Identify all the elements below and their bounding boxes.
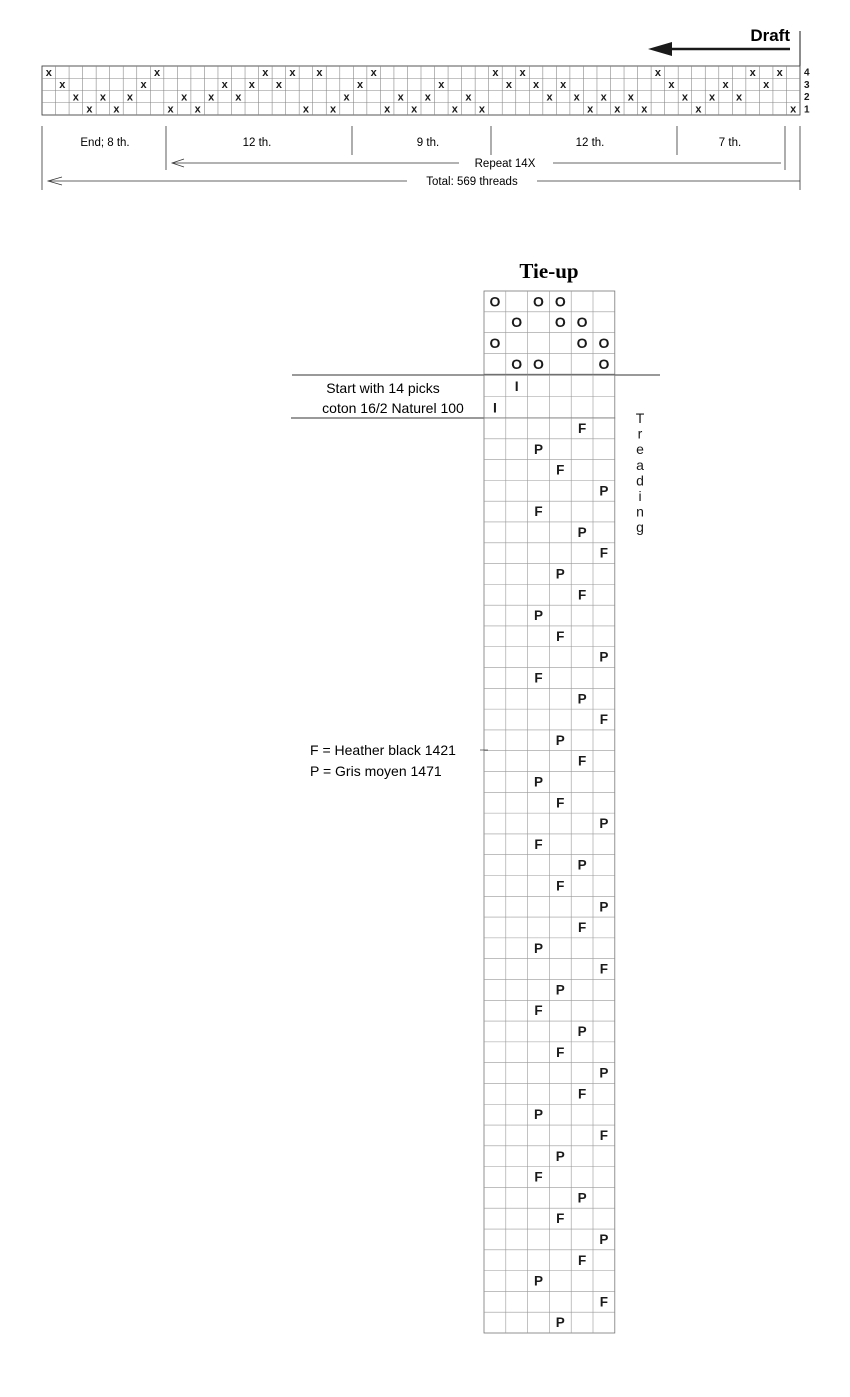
threading-mark: x xyxy=(668,79,675,92)
threading-mark: x xyxy=(614,103,621,116)
threading-mark: x xyxy=(587,103,594,116)
shaft-label: 4 xyxy=(804,67,810,79)
shaft-label: 1 xyxy=(804,104,810,116)
section-label: 7 th. xyxy=(718,137,742,149)
treading-mark: F xyxy=(556,878,565,894)
threading-mark: x xyxy=(181,91,188,104)
threading-mark: x xyxy=(438,79,445,92)
treading-mark: P xyxy=(599,483,609,499)
threading-mark: x xyxy=(641,103,648,116)
treading-mark: F xyxy=(599,1128,609,1144)
treading-mark: F xyxy=(577,587,587,603)
threading-mark: x xyxy=(248,79,255,92)
threading-mark: x xyxy=(262,66,269,79)
treading-letter: a xyxy=(636,456,644,473)
treading-letter: e xyxy=(636,441,644,458)
threading-mark: x xyxy=(59,79,66,92)
draft-header xyxy=(648,26,800,66)
shaft-label: 2 xyxy=(804,92,810,104)
threading-mark: x xyxy=(167,103,174,116)
start-pick-mark: I xyxy=(492,399,497,416)
treading-mark: F xyxy=(556,1044,565,1060)
threading-mark: x xyxy=(140,79,147,92)
start-pick-mark: I xyxy=(514,377,519,394)
threading-mark: x xyxy=(478,103,485,116)
treading-letter: T xyxy=(635,410,645,426)
treading-mark: F xyxy=(556,1211,565,1227)
threading-mark: x xyxy=(45,66,52,79)
treading-mark: F xyxy=(534,1169,543,1185)
section-label: 9 th. xyxy=(416,137,440,149)
treading-mark: F xyxy=(534,1003,543,1019)
tieup-mark: O xyxy=(598,355,610,372)
treading-letter: n xyxy=(636,503,644,520)
treading-mark: P xyxy=(599,1231,609,1247)
threading-grid xyxy=(42,66,800,116)
treading-mark: P xyxy=(555,1148,565,1164)
tieup-mark: O xyxy=(489,293,501,310)
repeat-label: Repeat 14X xyxy=(474,158,536,170)
tieup-mark: O xyxy=(554,314,566,331)
treading-mark: F xyxy=(556,628,565,644)
threading-mark: x xyxy=(708,91,716,104)
section-label: 12 th. xyxy=(575,137,605,149)
start-picks-line1: Start with 14 picks xyxy=(326,380,440,396)
threading-mark: x xyxy=(600,91,607,104)
treading-mark: F xyxy=(577,753,587,769)
treading-mark: P xyxy=(555,566,565,582)
total-label: Total: 569 threads xyxy=(426,176,518,188)
shaft-labels xyxy=(804,68,810,116)
treading-mark: P xyxy=(533,1107,544,1123)
treading-mark: F xyxy=(577,920,587,936)
treading-grid xyxy=(484,418,615,1333)
tieup-mark: O xyxy=(489,334,501,351)
threading-mark: x xyxy=(627,91,634,104)
threading-mark: x xyxy=(99,91,106,104)
threading-mark: x xyxy=(424,91,431,104)
threading-mark: x xyxy=(790,103,797,116)
treading-mark: P xyxy=(555,732,565,748)
treading-mark: P xyxy=(577,524,587,540)
treading-letter: g xyxy=(636,519,644,536)
threading-mark: x xyxy=(86,103,93,116)
start-picks-line2: coton 16/2 Naturel 100 xyxy=(322,400,464,416)
treading-mark: F xyxy=(534,836,543,852)
treading-mark: F xyxy=(556,462,565,478)
threading-mark: x xyxy=(465,91,472,104)
threading-mark: x xyxy=(221,79,228,92)
threading-mark: x xyxy=(113,103,120,116)
treading-mark: P xyxy=(533,940,544,956)
section-label: End; 8 th. xyxy=(80,137,130,149)
treading-mark: P xyxy=(599,899,609,915)
treading-mark: F xyxy=(534,670,543,686)
tieup-mark: O xyxy=(511,314,523,331)
threading-mark: x xyxy=(411,103,418,116)
treading-letter: r xyxy=(637,425,643,442)
threading-mark: x xyxy=(329,103,337,116)
treading-mark: P xyxy=(533,774,544,790)
treading-mark: F xyxy=(556,795,565,811)
treading-mark: F xyxy=(599,545,609,561)
treading-mark: P xyxy=(555,982,565,998)
treading-mark: P xyxy=(533,441,544,457)
threading-mark: x xyxy=(343,91,350,104)
threading-mark: x xyxy=(560,79,567,92)
treading-mark: F xyxy=(577,1086,587,1102)
tieup-mark: O xyxy=(554,293,566,310)
tieup-mark: O xyxy=(533,293,544,310)
threading-mark: x xyxy=(681,91,689,104)
threading-mark: x xyxy=(505,79,513,92)
treading-mark: P xyxy=(577,691,587,707)
threading-mark: x xyxy=(72,91,79,104)
threading-mark: x xyxy=(546,91,553,104)
treading-mark: F xyxy=(599,712,609,728)
threading-mark: x xyxy=(519,66,526,79)
threading-mark: x xyxy=(153,66,161,79)
threading-mark: x xyxy=(316,66,323,79)
tieup-mark: O xyxy=(576,314,588,331)
treading-mark: P xyxy=(577,857,587,873)
treading-mark: P xyxy=(599,1065,609,1081)
treading-mark: P xyxy=(577,1190,587,1206)
threading-mark: x xyxy=(532,79,540,92)
legend-p: P = Gris moyen 1471 xyxy=(310,763,442,779)
threading-mark: x xyxy=(736,91,743,104)
tieup-grid xyxy=(484,291,615,374)
tieup-mark: O xyxy=(511,355,523,372)
threading-mark: x xyxy=(357,79,364,92)
draft-title: Draft xyxy=(750,26,790,45)
threading-mark: x xyxy=(397,91,404,104)
treading-mark: P xyxy=(599,816,609,832)
treading-mark: P xyxy=(577,1024,587,1040)
treading-mark: F xyxy=(534,504,543,520)
treading-mark: P xyxy=(533,1273,544,1289)
tieup-title: Tie-up xyxy=(519,259,579,283)
treading-label xyxy=(636,410,645,535)
threading-mark: x xyxy=(776,66,783,79)
treading-mark: P xyxy=(533,608,544,624)
treading-mark: F xyxy=(599,961,609,977)
threading-mark: x xyxy=(370,66,377,79)
draft-arrow-head-icon xyxy=(648,42,672,56)
section-area xyxy=(42,126,800,190)
treading-mark: F xyxy=(599,1294,609,1310)
threading-mark: x xyxy=(384,103,391,116)
threading-mark: x xyxy=(763,79,770,92)
treading-mark: P xyxy=(555,1315,565,1331)
threading-mark: x xyxy=(275,79,282,92)
section-label: 12 th. xyxy=(242,137,272,149)
tieup-mark: O xyxy=(576,334,588,351)
threading-mark: x xyxy=(289,66,296,79)
threading-mark: x xyxy=(573,91,580,104)
threading-mark: x xyxy=(451,103,458,116)
threading-mark: x xyxy=(194,103,201,116)
threading-mark: x xyxy=(654,66,661,79)
treading-mark: F xyxy=(577,1252,587,1268)
treading-mark: F xyxy=(577,420,587,436)
threading-mark: x xyxy=(722,79,729,92)
legend-f: F = Heather black 1421 xyxy=(310,742,456,758)
threading-mark: x xyxy=(749,66,756,79)
tieup-mark: O xyxy=(598,334,610,351)
shaft-label: 3 xyxy=(804,79,810,91)
treading-letter: i xyxy=(638,488,642,504)
tieup-mark: O xyxy=(533,355,544,372)
treading-letter: d xyxy=(636,472,644,489)
start-picks-grid xyxy=(484,375,615,418)
threading-mark: x xyxy=(695,103,702,116)
threading-mark: x xyxy=(126,91,134,104)
threading-mark: x xyxy=(235,91,242,104)
threading-mark: x xyxy=(492,66,499,79)
treading-mark: P xyxy=(599,649,609,665)
threading-mark: x xyxy=(302,103,310,116)
threading-mark: x xyxy=(208,91,215,104)
